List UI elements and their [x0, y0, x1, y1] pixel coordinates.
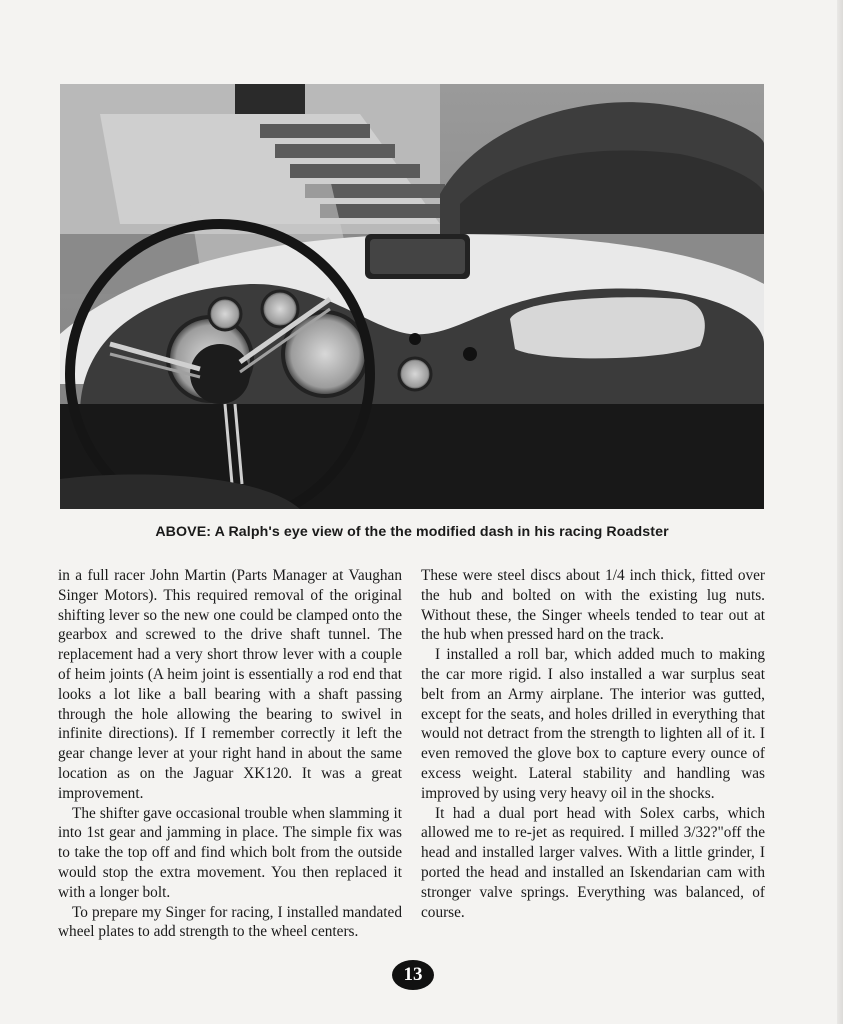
dashboard-photo [60, 84, 764, 509]
paragraph: in a full racer John Martin (Parts Manager at Vaughan Singer Motors). This required removal of the original shifting lever so the new one could be clamped onto the gearbox and screwed to the drive shaft tunnel. The replacement had a very short throw lever with a couple of heim joints (A heim joint is essentially a rod end that looks a lot like a ball bearing with a shaft passing through the hole allowing the bearing to swivel in infinite directions). If I remember correctly it left the gear change lever at your right hand in about the same location as on the Jaguar XK120. It was a great improvement. [58, 567, 402, 802]
paragraph: It had a dual port head with Solex carbs, which allowed me to re-jet as required. I milled 3/32?"off the head and installed larger valves. With a little grinder, I ported the head and installed an Iskendarian cam with stronger valve springs. Everything was balanced, of course. [421, 804, 765, 921]
photo-caption: ABOVE: A Ralph's eye view of the the modified dash in his racing Roadster [155, 524, 669, 540]
paragraph: These were steel discs about 1/4 inch thick, fitted over the hub and bolted on with the existing lug nuts. Without these, the Singer wheels tended to tear out at the hub when pressed hard on the track. [421, 567, 765, 644]
paragraph: The shifter gave occasional trouble when slamming it into 1st gear and jamming in place. The simple fix was to take the top off and find which bolt from the outside would stop the extra movement. You then replaced it with a longer bolt. [58, 804, 402, 901]
page-number: 13 [392, 960, 434, 990]
paragraph: To prepare my Singer for racing, I installed mandated wheel plates to add strength to the wheel centers. [58, 903, 402, 941]
right-text-column [421, 566, 765, 922]
left-text-column [58, 566, 402, 942]
paragraph: I installed a roll bar, which added much to making the car more rigid. I also installed a war surplus seat belt from an Army airplane. The interior was gutted, except for the seats, and holes drilled in everything that would not detract from the strength to lighten all of it. I even removed the glove box to capture every ounce of excess weight. Lateral stability and handling was improved by using very heavy oil in the shocks. [421, 646, 765, 802]
page-edge [837, 0, 843, 1024]
